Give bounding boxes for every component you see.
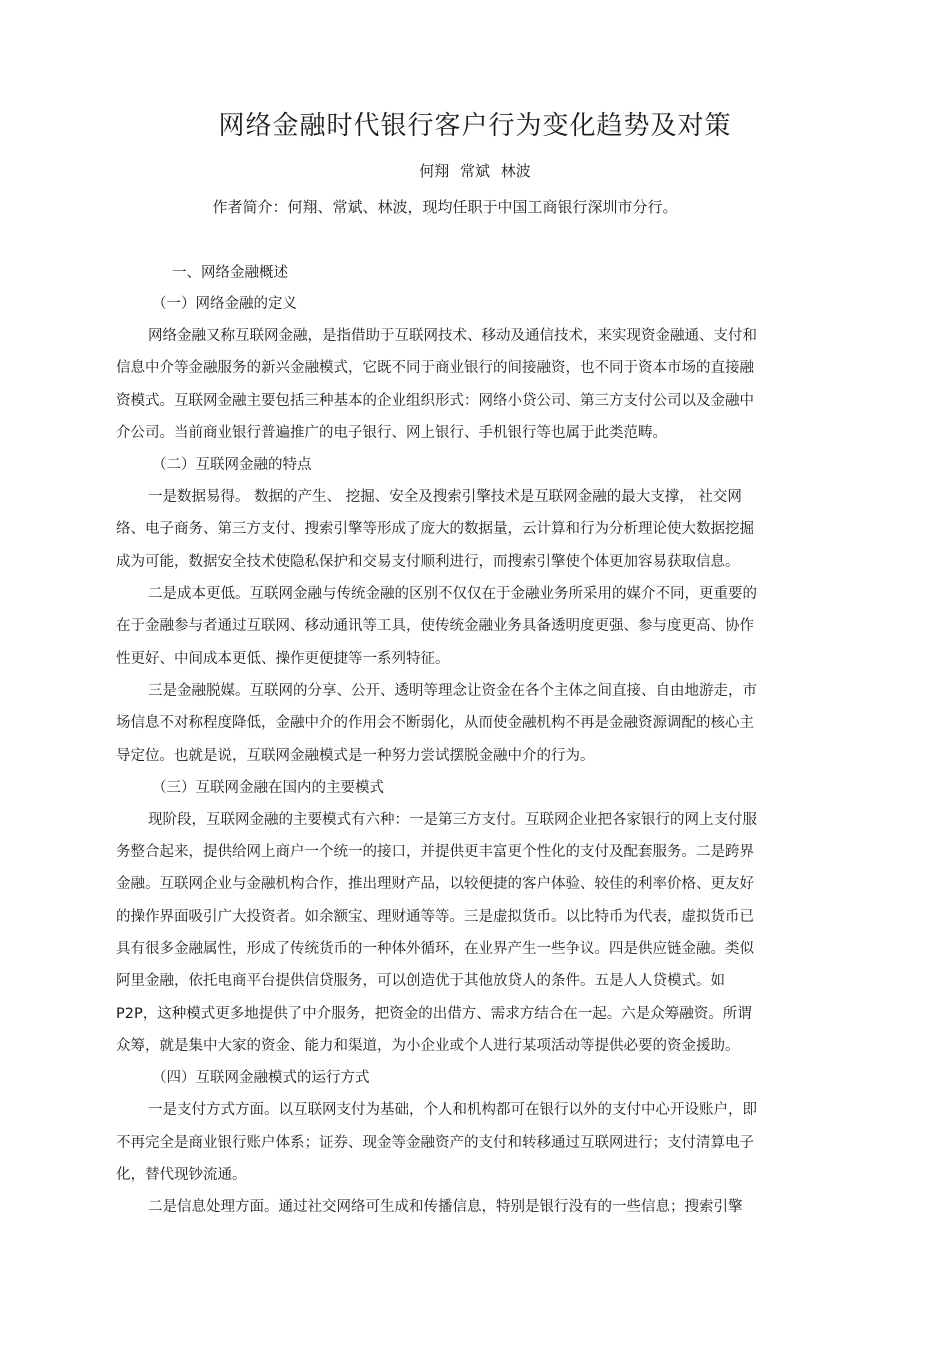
paragraph: 一是支付方式方面。以互联网支付为基础，个人和机构都可在银行以外的支付中心开设账户，即不再完全是商业银行账户体系；证券、现金等金融资产的支付和转移通过互联网进行；支付清算电子化，替代现钞流通。 (116, 1102, 757, 1183)
subsection-heading: （四）互联网金融模式的运行方式 (152, 1070, 370, 1087)
paragraph: 二是信息处理方面。通过社交网络可生成和传播信息，特别是银行没有的一些信息；搜索引擎 (148, 1199, 743, 1216)
paragraph: 一是数据易得。 数据的产生、 挖掘、安全及搜索引擎技术是互联网金融的最大支撑， 社交网络、电子商务、第三方支付、搜索引擎等形成了庞大的数据量，云计算和行为分析理论使大数据挖掘成为可能，数据安全技术使隐私保护和交易支付顺利进行，而搜索引擎使个体更加容易获取信息。 (116, 489, 754, 570)
subsection-heading: （三）互联网金融在国内的主要模式 (152, 779, 384, 796)
paragraph: 网络金融又称互联网金融，是指借助于互联网技术、移动及通信技术，来实现资金融通、支付和信息中介等金融服务的新兴金融模式，它既不同于商业银行的间接融资，也不同于资本市场的直接融资模式。互联网金融主要包括三种基本的企业组织形式：网络小贷公司、第三方支付公司以及金融中介公司。当前商业银行普遍推广的电子银行、网上银行、手机银行等也属于此类范畴。 (116, 328, 757, 441)
document-title: 网络金融时代银行客户行为变化趋势及对策 (218, 111, 732, 141)
paragraph: 三是金融脱媒。互联网的分享、公开、透明等理念让资金在各个主体之间直接、自由地游走，市场信息不对称程度降低，金融中介的作用会不断弱化，从而使金融机构不再是金融资源调配的核心主导定位。也就是说，互联网金融模式是一种努力尝试摆脱金融中介的行为。 (116, 682, 757, 764)
subsection-heading: （二）互联网金融的特点 (152, 457, 312, 474)
paragraph: 二是成本更低。互联网金融与传统金融的区别不仅仅在于金融业务所采用的媒介不同，更重要的在于金融参与者通过互联网、移动通讯等工具，使传统金融业务具备透明度更强、参与度更高、协作性更好、中间成本更低、操作更便捷等一系列特征。 (116, 586, 757, 667)
subsection-heading: （一）网络金融的定义 (152, 296, 297, 312)
author-intro: 作者简介：何翔、常斌、林波，现均任职于中国工商银行深圳市分行。 (212, 198, 678, 216)
section-heading: 一、网络金融概述 (172, 265, 288, 281)
author-names: 何翔 常斌 林波 (419, 162, 531, 180)
paragraph: 现阶段，互联网金融的主要模式有六种：一是第三方支付。互联网企业把各家银行的网上支付服务整合起来，提供给网上商户一个统一的接口，并提供更丰富更个性化的支付及配套服务。二是跨界金融。互联网企业与金融机构合作，推出理财产品，以较便捷的客户体验、较佳的利率价格、更友好的操作界面吸引广大投资者。如余额宝、理财通等等。三是虚拟货币。以比特币为代表，虚拟货币已具有很多金融属性，形成了传统货币的一种体外循环，在业界产生一些争议。四是供应链金融。类似阿里金融，依托电商平台提供信贷服务，可以创造优于其他放贷人的条件。五是人人贷模式。如 P2P，这种模式更多地提供了中介服务，把资金的出借方、需求方结合在一起。六是众筹融资。所谓众筹，就是集中大家的资金、能力和渠道，为小企业或个人进行某项活动等提供必要的资金援助。 (116, 811, 757, 1054)
document-body (116, 258, 766, 1223)
